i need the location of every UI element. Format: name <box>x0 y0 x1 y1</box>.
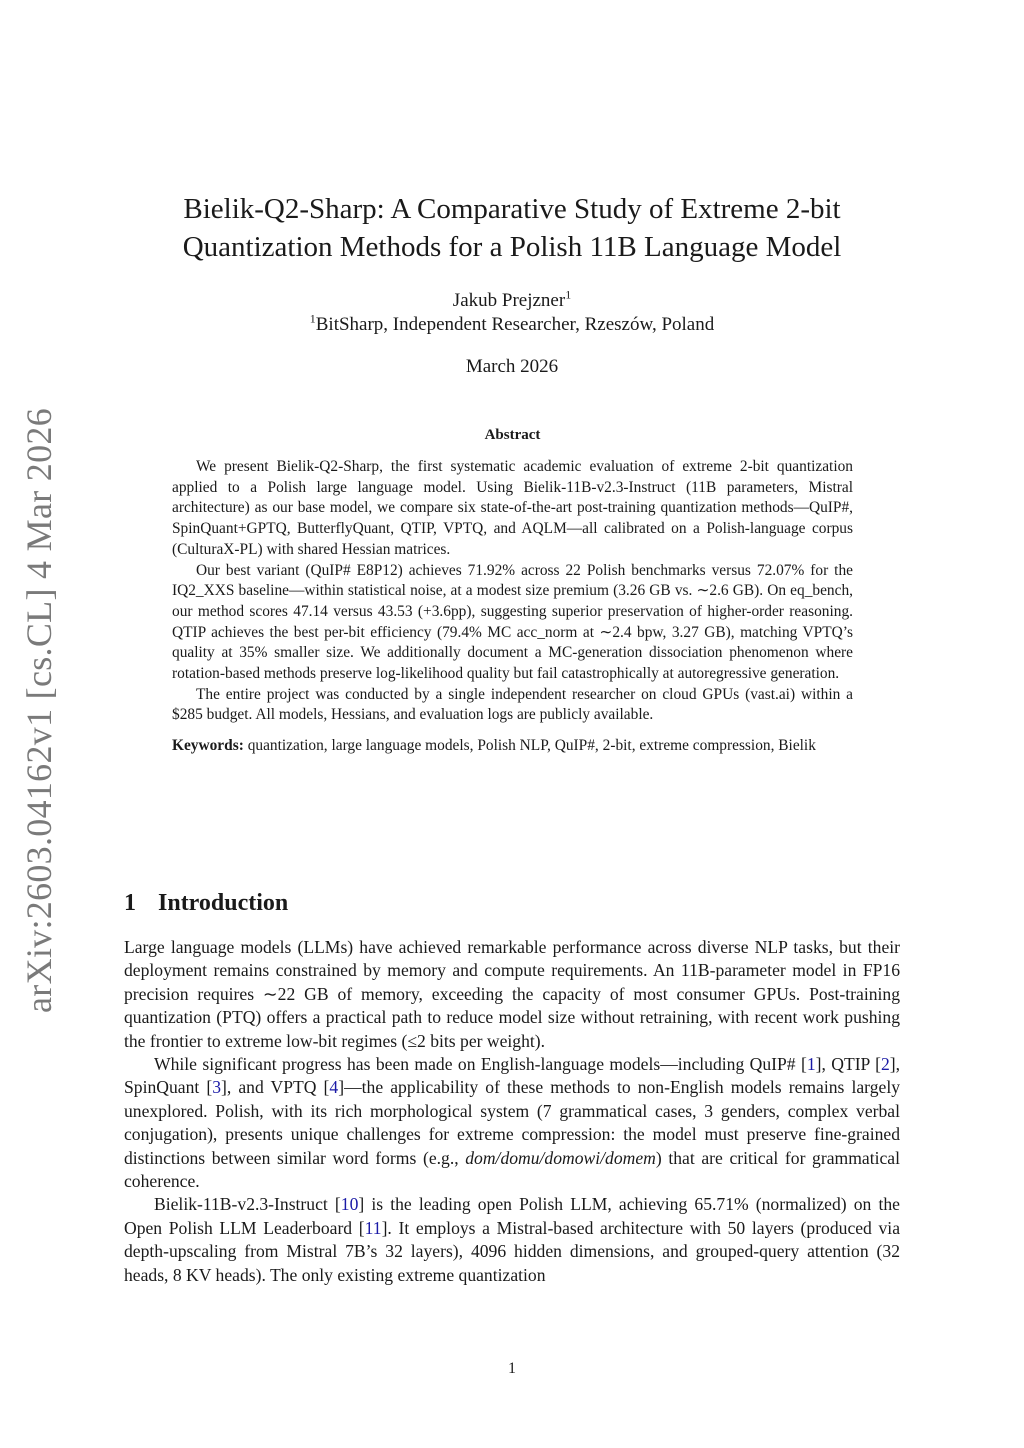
citation-link[interactable]: 4 <box>329 1077 339 1098</box>
text-run: ], QTIP [ <box>815 1054 881 1075</box>
keywords-label: Keywords: <box>172 737 244 755</box>
text-run: Bielik-11B-v2.3-Instruct [ <box>154 1194 341 1215</box>
citation-link[interactable]: 1 <box>806 1054 816 1075</box>
section-heading <box>124 890 288 917</box>
text-run: ]—the applicability of these methods to non-English models remains largely unexplored. Polish, with its rich morphological system (7 grammatical cases, 3 genders, complex verbal conjugation), presents unique challenges for extreme compression: the model must preserve fine-grained distinctions between similar word forms (e.g., <box>124 1077 901 1168</box>
abstract-heading: Abstract <box>484 427 541 443</box>
page-number: 1 <box>508 1360 516 1377</box>
intro-paragraph-2 <box>124 1053 900 1193</box>
keywords <box>172 736 853 757</box>
paper-title <box>80 190 944 266</box>
text-run: While significant progress has been made on English-language models—including QuIP# [ <box>154 1054 807 1075</box>
text-run: ]. It employs a Mistral-based architecture with 50 layers (produced via depth-upscaling from Mistral 7B’s 32 layers), 4096 hidden dimensions, and grouped-query attention (32 heads, 8 KV heads). The only existing extreme quantization <box>124 1217 901 1285</box>
text-run: ], SpinQuant [ <box>124 1054 900 1098</box>
citation-link[interactable]: 2 <box>880 1054 890 1075</box>
abstract-paragraph-3: The entire project was conducted by a single independent researcher on cloud GPUs (vast.ai) within a $285 budget. All models, Hessians, and evaluation logs are publicly available. <box>172 685 853 724</box>
affiliation-superscript: 1 <box>309 311 316 326</box>
affiliation-text: BitSharp, Independent Researcher, Rzeszów, Poland <box>315 314 715 335</box>
abstract-body <box>172 457 853 757</box>
citation-link[interactable]: 11 <box>364 1217 382 1238</box>
text-run: ] is the leading open Polish LLM, achieving 65.71% (normalized) on the Open Polish LLM Leaderboard [ <box>124 1194 900 1238</box>
section-title: Introduction <box>158 890 289 916</box>
text-run: ], and VPTQ [ <box>221 1077 330 1098</box>
citation-link[interactable]: 10 <box>340 1194 359 1215</box>
title-line-2: Quantization Methods for a Polish 11B Language Model <box>182 231 842 263</box>
introduction-body <box>124 936 900 1287</box>
emphasized-example: dom/domu/domowi/domem <box>465 1147 656 1168</box>
keywords-list: quantization, large language models, Polish NLP, QuIP#, 2-bit, extreme compression, Bielik <box>247 737 816 755</box>
author-superscript: 1 <box>565 287 572 302</box>
author-line <box>80 287 944 312</box>
abstract-paragraph-2: Our best variant (QuIP# E8P12) achieves 71.92% across 22 Polish benchmarks versus 72.07% for the IQ2_XXS baseline—within statistical noise, at a modest size premium (3.26 GB vs. ∼2.6 GB). On eq_bench, our method scores 47.14 versus 43.53 (+3.6pp), suggesting superior preservation of higher-order reasoning. QTIP achieves the best per-bit efficiency (79.4% MC acc_norm at ∼2.4 bpw, 3.27 GB), matching VPTQ’s quality at 35% smaller size. We additionally document a MC-generation dissociation phenomenon where rotation-based methods preserve log-likelihood quality but fail catastrophically at autoregressive generation. <box>172 561 853 683</box>
abstract-paragraph-1: We present Bielik-Q2-Sharp, the first systematic academic evaluation of extreme 2-bit quantization applied to a Polish large language model. Using Bielik-11B-v2.3-Instruct (11B parameters, Mistral architecture) as our base model, we compare six state-of-the-art post-training quantization methods—QuIP#, SpinQuant+GPTQ, ButterflyQuant, QTIP, VPTQ, and AQLM—all calibrated on a Polish-language corpus (CulturaX-PL) with shared Hessian matrices. <box>172 458 853 558</box>
text-run: ) that are critical for grammatical coherence. <box>124 1147 900 1192</box>
citation-link[interactable]: 3 <box>212 1077 222 1098</box>
arxiv-identifier: arXiv:2603.04162v1 [cs.CL] 4 Mar 2026 <box>19 407 59 1013</box>
section-number: 1 <box>124 890 136 916</box>
publication-date: March 2026 <box>465 356 559 377</box>
affiliation-line <box>80 311 944 336</box>
intro-paragraph-3 <box>124 1193 900 1287</box>
intro-paragraph-1: Large language models (LLMs) have achieved remarkable performance across diverse NLP tasks, but their deployment remains constrained by memory and compute requirements. An 11B-parameter model in FP16 precision requires ∼22 GB of memory, exceeding the capacity of most consumer GPUs. Post-training quantization (PTQ) offers a practical path to reduce model size without retraining, with recent work pushing the frontier to extreme low-bit regimes (≤2 bits per weight). <box>124 937 900 1051</box>
title-line-1: Bielik-Q2-Sharp: A Comparative Study of Extreme 2-bit <box>183 193 841 225</box>
author-name: Jakub Prejzner <box>452 290 566 311</box>
